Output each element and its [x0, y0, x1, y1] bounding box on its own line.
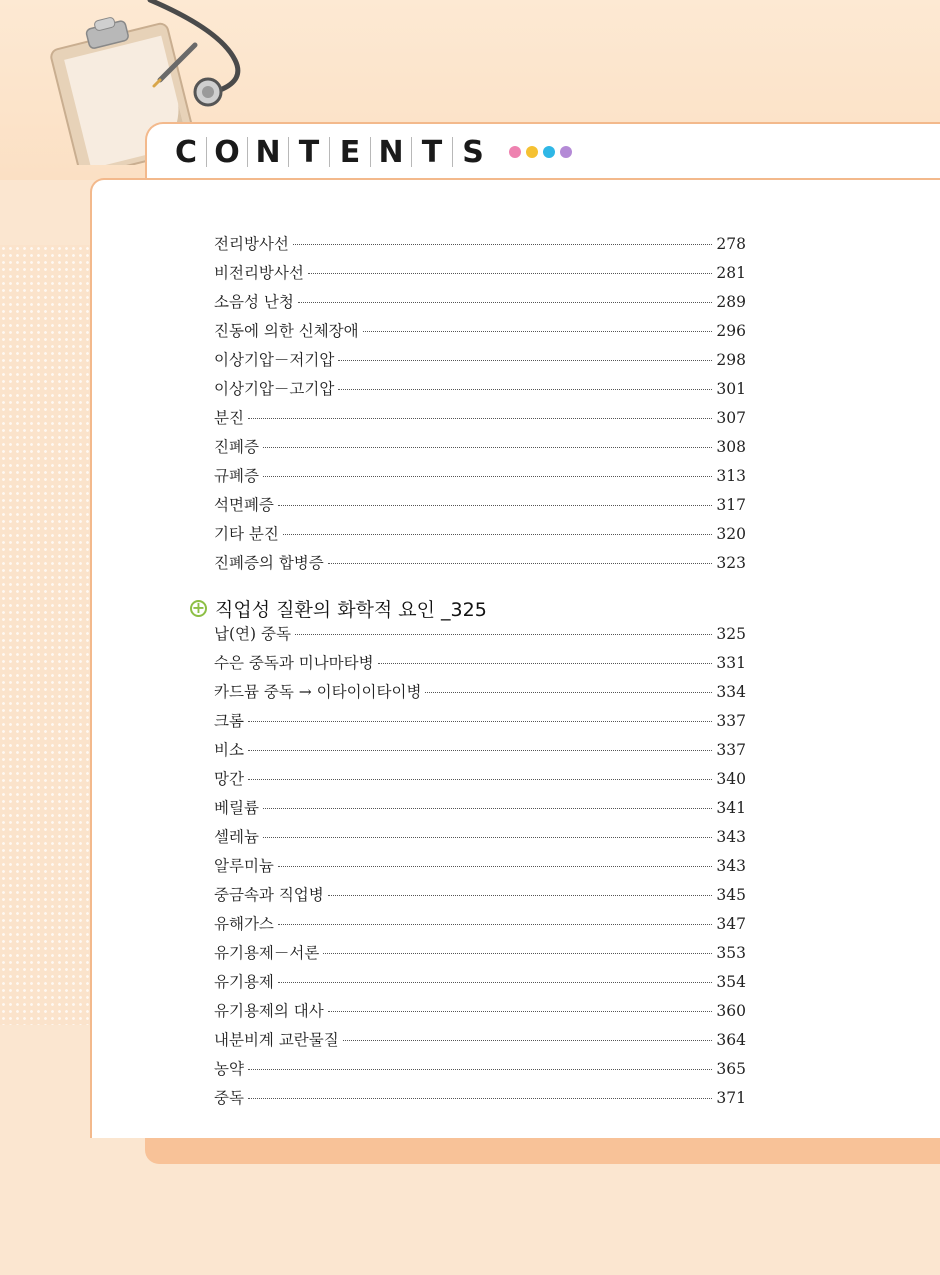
- toc-entry: [214, 551, 746, 580]
- toc-entry: [214, 767, 746, 796]
- toc-entry-page: 313: [716, 467, 746, 485]
- title-letter: N: [255, 134, 281, 170]
- toc-entry-page: 296: [716, 322, 746, 340]
- toc-entry-label: 유해가스: [214, 915, 274, 933]
- toc-entry: [214, 377, 746, 406]
- toc-entry-page: 323: [716, 554, 746, 572]
- bottom-stripe: [145, 1138, 940, 1164]
- toc-entry-label: 분진: [214, 409, 244, 427]
- toc-entry-label: 규폐증: [214, 467, 259, 485]
- dot-leader: [338, 360, 712, 361]
- dot-leader: [278, 924, 713, 925]
- toc-entry: [214, 290, 746, 319]
- yellow-dot: [526, 146, 538, 158]
- toc-entry-label: 농약: [214, 1060, 244, 1078]
- dot-leader: [323, 953, 712, 954]
- toc-entry-label: 유기용제의 대사: [214, 1002, 324, 1020]
- toc-entry-page: 364: [716, 1031, 746, 1049]
- dot-leader: [343, 1040, 713, 1041]
- toc-entry-label: 크롬: [214, 712, 244, 730]
- toc-entry-page: 341: [716, 799, 746, 817]
- toc-entry-label: 비전리방사선: [214, 264, 304, 282]
- dot-leader: [278, 505, 713, 506]
- toc-entry: [214, 680, 746, 709]
- page-title: [170, 132, 572, 172]
- title-divider: [206, 137, 207, 167]
- dot-leader: [278, 866, 713, 867]
- toc-entry: [214, 854, 746, 883]
- toc-entry: [214, 651, 746, 680]
- dot-leader: [298, 302, 713, 303]
- blue-dot: [543, 146, 555, 158]
- toc-entry: [214, 738, 746, 767]
- left-dot-pattern: [0, 245, 92, 1025]
- title-letter: E: [339, 134, 361, 170]
- toc-entry: [214, 825, 746, 854]
- toc-entry: [214, 1057, 746, 1086]
- toc-entry: [214, 883, 746, 912]
- pink-dot: [509, 146, 521, 158]
- toc-entry: [214, 493, 746, 522]
- toc-entry-label: 베릴륨: [214, 799, 259, 817]
- toc-entry-label: 망간: [214, 770, 244, 788]
- dot-leader: [263, 808, 712, 809]
- toc-entry: [214, 622, 746, 651]
- toc-entry-page: 360: [716, 1002, 746, 1020]
- toc-entry-page: 343: [716, 828, 746, 846]
- dot-leader: [363, 331, 713, 332]
- toc-entry-page: 337: [716, 712, 746, 730]
- dot-leader: [248, 418, 712, 419]
- toc-entry: [214, 464, 746, 493]
- toc-entry-page: 334: [716, 683, 746, 701]
- title-letter: T: [298, 134, 320, 170]
- dot-leader: [283, 534, 713, 535]
- title-divider: [288, 137, 289, 167]
- toc-list-part2: [214, 622, 746, 1115]
- title-letter: C: [174, 134, 198, 170]
- toc-entry-page: 317: [716, 496, 746, 514]
- toc-entry: [214, 999, 746, 1028]
- toc-entry: [214, 709, 746, 738]
- toc-entry: [214, 1086, 746, 1115]
- dot-leader: [293, 244, 713, 245]
- dot-leader: [308, 273, 713, 274]
- toc-entry-page: 308: [716, 438, 746, 456]
- toc-entry: [214, 970, 746, 999]
- dot-leader: [263, 837, 712, 838]
- toc-entry-label: 석면폐증: [214, 496, 274, 514]
- toc-entry-label: 진동에 의한 신체장애: [214, 322, 359, 340]
- toc-entry-label: 기타 분진: [214, 525, 279, 543]
- toc-entry-label: 알루미늄: [214, 857, 274, 875]
- toc-entry: [214, 319, 746, 348]
- title-divider: [452, 137, 453, 167]
- toc-entry: [214, 941, 746, 970]
- toc-entry-page: 281: [716, 264, 746, 282]
- toc-entry-label: 납(연) 중독: [214, 625, 291, 643]
- toc-entry-label: 유기용제: [214, 973, 274, 991]
- toc-entry-page: 307: [716, 409, 746, 427]
- dot-leader: [248, 721, 712, 722]
- toc-entry-label: 진폐증: [214, 438, 259, 456]
- dot-leader: [328, 1011, 713, 1012]
- title-letter: O: [214, 134, 240, 170]
- toc-entry: [214, 1028, 746, 1057]
- dot-leader: [425, 692, 712, 693]
- dot-leader: [248, 750, 712, 751]
- toc-entry-label: 유기용제－서론: [214, 944, 320, 962]
- toc-entry-page: 278: [716, 235, 746, 253]
- toc-entry-label: 비소: [214, 741, 244, 759]
- dot-leader: [295, 634, 712, 635]
- dot-leader: [263, 447, 712, 448]
- dot-leader: [263, 476, 712, 477]
- toc-entry-label: 중독: [214, 1089, 244, 1107]
- toc-entry-page: 289: [716, 293, 746, 311]
- title-divider: [370, 137, 371, 167]
- dot-leader: [278, 982, 713, 983]
- toc-entry-page: 325: [716, 625, 746, 643]
- toc-entry-page: 301: [716, 380, 746, 398]
- dot-leader: [338, 389, 712, 390]
- dot-leader: [248, 1098, 712, 1099]
- toc-entry-page: 365: [716, 1060, 746, 1078]
- toc-entry-label: 진폐증의 합병증: [214, 554, 324, 572]
- toc-entry-page: 353: [716, 944, 746, 962]
- title-divider: [411, 137, 412, 167]
- toc-entry-label: 중금속과 직업병: [214, 886, 324, 904]
- purple-dot: [560, 146, 572, 158]
- dot-leader: [378, 663, 713, 664]
- toc-entry-page: 298: [716, 351, 746, 369]
- toc-entry-page: 331: [716, 654, 746, 672]
- toc-entry-label: 이상기압－저기압: [214, 351, 335, 369]
- toc-entry: [214, 261, 746, 290]
- title-letter: N: [378, 134, 404, 170]
- toc-entry: [214, 348, 746, 377]
- title-letter: S: [462, 134, 484, 170]
- toc-entry-label: 이상기압－고기압: [214, 380, 335, 398]
- toc-entry-page: 347: [716, 915, 746, 933]
- toc-entry: [214, 232, 746, 261]
- toc-entry-page: 371: [716, 1089, 746, 1107]
- plus-circle-icon: +: [191, 598, 206, 617]
- toc-entry-page: 340: [716, 770, 746, 788]
- toc-entry-page: 320: [716, 525, 746, 543]
- toc-entry-label: 카드뮴 중독 → 이타이이타이병: [214, 683, 422, 701]
- toc-entry: [214, 522, 746, 551]
- toc-entry-label: 셀레늄: [214, 828, 259, 846]
- title-divider: [329, 137, 330, 167]
- title-dots: [509, 146, 572, 158]
- toc-entry-page: 337: [716, 741, 746, 759]
- toc-entry-label: 내분비계 교란물질: [214, 1031, 339, 1049]
- toc-list-part1: [214, 232, 746, 580]
- title-divider: [247, 137, 248, 167]
- toc-entry-page: 354: [716, 973, 746, 991]
- toc-entry-page: 343: [716, 857, 746, 875]
- toc-entry: [214, 406, 746, 435]
- toc-entry: [214, 796, 746, 825]
- section-heading: [190, 593, 487, 623]
- dot-leader: [328, 563, 713, 564]
- toc-entry-page: 345: [716, 886, 746, 904]
- toc-entry-label: 소음성 난청: [214, 293, 294, 311]
- dot-leader: [328, 895, 713, 896]
- section-title: 직업성 질환의 화학적 요인 _325: [215, 598, 487, 621]
- toc-entry: [214, 912, 746, 941]
- toc-entry-label: 수은 중독과 미나마타병: [214, 654, 374, 672]
- toc-entry: [214, 435, 746, 464]
- toc-entry-label: 전리방사선: [214, 235, 289, 253]
- dot-leader: [248, 779, 712, 780]
- title-letter: T: [421, 134, 443, 170]
- dot-leader: [248, 1069, 712, 1070]
